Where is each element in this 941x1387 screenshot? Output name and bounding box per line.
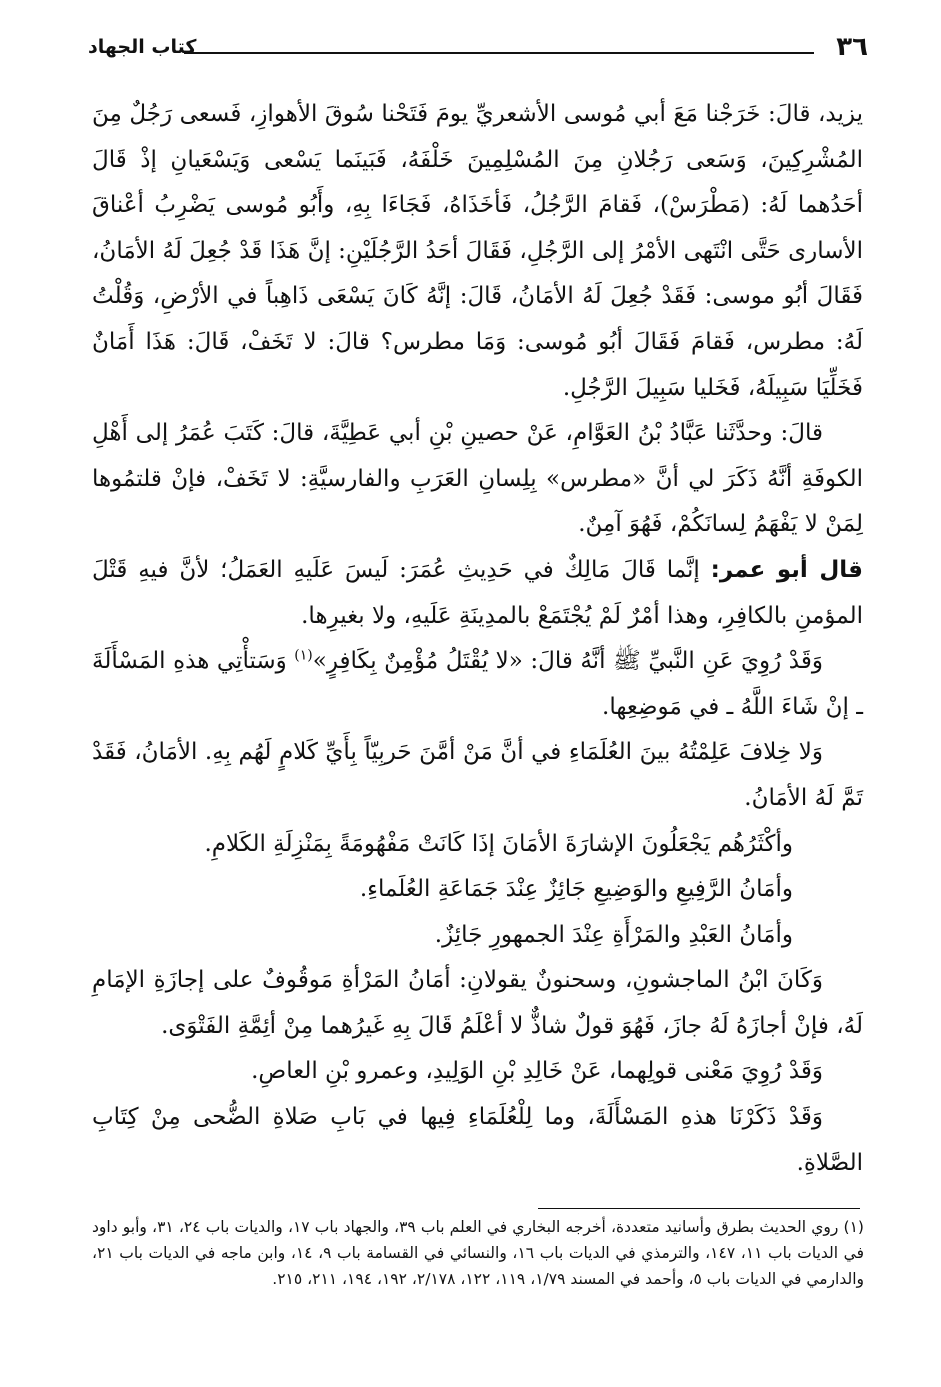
footnote: [92, 1214, 864, 1292]
hadith-text: وَقَدْ رُوِيَ عَنِ النَّبيِّ ﷺ أنَّهُ قالَ: «لا يُقْتَلُ مُؤْمِنٌ بِكَافِرٍ»: [312, 648, 823, 675]
paragraph-khalid: وَقَدْ رُوِيَ مَعْنى قولِهما، عَنْ خَالِدِ بْنِ الوَلِيدِ، وعمرو بْنِ العاصِ.: [251, 1058, 823, 1085]
paragraph-hadith: [92, 639, 863, 730]
header-rule: [184, 52, 814, 54]
footnote-reference[interactable]: (١): [294, 647, 313, 664]
paragraph-narration: يزيد، قالَ: خَرَجْنا مَعَ أبي مُوسى الأشعريِّ يومَ فَتَحْنا سُوقَ الأهوازِ، فَسعى رَجُلٌ مِنَ المُشْرِكِينَ، وَسَعى رَجُلانِ مِنَ المُسْلِمِينَ خَلْفَهُ، فَبَينَما يَسْعى وَيَسْعَيانِ إذْ قَالَ أحَدُهما لَهُ: (مَطْرَسْ)، فَقامَ الرَّجُلُ، فَأخَذَاهُ، فَجَاءَا بِهِ، وأَبُو مُوسى يَضْرِبُ أعْناقَ الأسارى حَتَّى انْتَهى الأمْرُ إلى الرَّجُلِ، فَقَالَ أحَدُ الرَّجُلَيْنِ: إنَّ هَذَا قَدْ جُعِلَ لَهُ الأمَانُ، فَقَالَ أبُو موسى: فَقَدْ جُعِلَ لَهُ الأمَانُ، قَالَ: إنَّهُ كَانَ يَسْعَى ذَاهِباً في الأرْضِ، وَقُلْتُ لَهُ: مطرس، فَقامَ فَقَالَ أبُو مُوسى: وَمَا مطرس؟ قالَ: لا تَخَفْ، قَالَ: هَذَا أَمَانٌ فَخَلِّيَا سَبِيلَهُ، فَخَليا سَبِيلَ الرَّجُلِ.: [92, 101, 864, 401]
hadith-continuation: وَسَتأْتِي هذهِ المَسْأَلَةَ ـ إنْ شَاءَ اللَّهُ ـ في مَوضِعِها.: [92, 648, 863, 720]
paragraph-cross-reference: وَقَدْ ذَكَرْنَا هذهِ المَسْأَلَةَ، وما لِلْعُلَمَاءِ فِيها في بَابِ صَلاةِ الضُّحى مِنْ كِتَابِ الصَّلاةِ.: [92, 1104, 863, 1176]
chapter-title: كتاب الجهاد: [88, 36, 197, 58]
speaker-label: قال أبو عمر:: [710, 556, 863, 583]
paragraph-gesture: وأكْثَرُهُم يَجْعَلُونَ الإشارَةَ الأمَانَ إذَا كَانَتْ مَفْهُومَةً بِمَنْزِلَةِ الكَلامِ.: [204, 830, 793, 857]
running-header: [88, 30, 868, 64]
paragraph-abu-umar-text: إنَّما قَالَ مَالِكٌ في حَدِيثِ عُمَرَ: لَيسَ عَلَيهِ العَمَلُ؛ لأنَّ فيهِ قَتْلَ المؤمنِ بالكافِرِ، وهذا أمْرٌ لَمْ يُجْتَمَعْ بالمدِينَةِ عَلَيهِ، ولا بغيرِها.: [92, 556, 863, 629]
paragraph-slave-woman: وأمَانُ العَبْدِ والمَرْأَةِ عِنْدَ الجمهورِ جَائِزٌ.: [434, 921, 793, 948]
paragraph-no-disagreement: وَلا خِلافَ عَلِمْتُهُ بينَ العُلَمَاءِ في أنَّ مَنْ أمَّنَ حَربِيّاً بِأَيِّ كَلامٍ لَهُم بِهِ. الأمَانُ، فَقَدْ تَمَّ لَهُ الأمَانُ.: [92, 739, 863, 811]
paragraph-majishun: وَكَانَ ابْنُ الماجشونِ، وسحنونٌ يقولانِ: أمَانُ المَرْأةِ مَوقُوفٌ على إجازَةِ الإمَامِ لَهُ، فإنْ أجازَهُ لَهُ جازَ، فَهُوَ قولٌ شاذٌّ لا أعْلَمُ قَالَ بِهِ غَيرُهما مِنْ أئِمَّةِ الفَتْوَى.: [92, 967, 863, 1039]
paragraph-umar-letter: قالَ: وحدَّثَنا عَبَّادُ بْنُ العَوَّامِ، عَنْ حصينِ بْنِ أبي عَطِيَّةَ، قالَ: كَتَبَ عُمَرُ إلى أَهْلِ الكوفَةِ أنَّهُ ذَكَرَ لي أنَّ «مطرس» بِلِسانِ العَرَبِ والفارسيَّةِ: لا تَخَفْ، فإنْ قلتمُوها لِمَنْ لا يَفْهَمُ لِسانَكُمْ، فَهُوَ آمِنٌ.: [92, 420, 863, 538]
footnote-marker: (١): [843, 1218, 864, 1236]
paragraph-noble-humble: وأمَانُ الرَّفِيعِ والوَضِيعِ جَائِزٌ عِنْدَ جَمَاعَةِ العُلَماءِ.: [359, 876, 793, 903]
footnote-text: روي الحديث بطرق وأسانيد متعددة، أخرجه البخاري في العلم باب ٣٩، والجهاد باب ١٧، والديات باب ٢٤، ٣١، وأبو داود في الديات باب ١١، ١٤٧، والترمذي في الديات باب ١٦، والنسائي في القسامة باب ٩، ١٤، وابن ماجه في الديات باب ٢١، والدارمي في الديات باب ٥، وأحمد في المسند ١/٧٩، ١١٩، ١٢٢، ٢/١٧٨، ١٩٢، ١٩٤، ٢١١، ٢١٥.: [92, 1218, 864, 1288]
main-text: [92, 92, 863, 1186]
footnote-separator: [538, 1208, 860, 1209]
page-number: ٣٦: [836, 32, 868, 62]
paragraph-abu-umar: [92, 548, 863, 639]
